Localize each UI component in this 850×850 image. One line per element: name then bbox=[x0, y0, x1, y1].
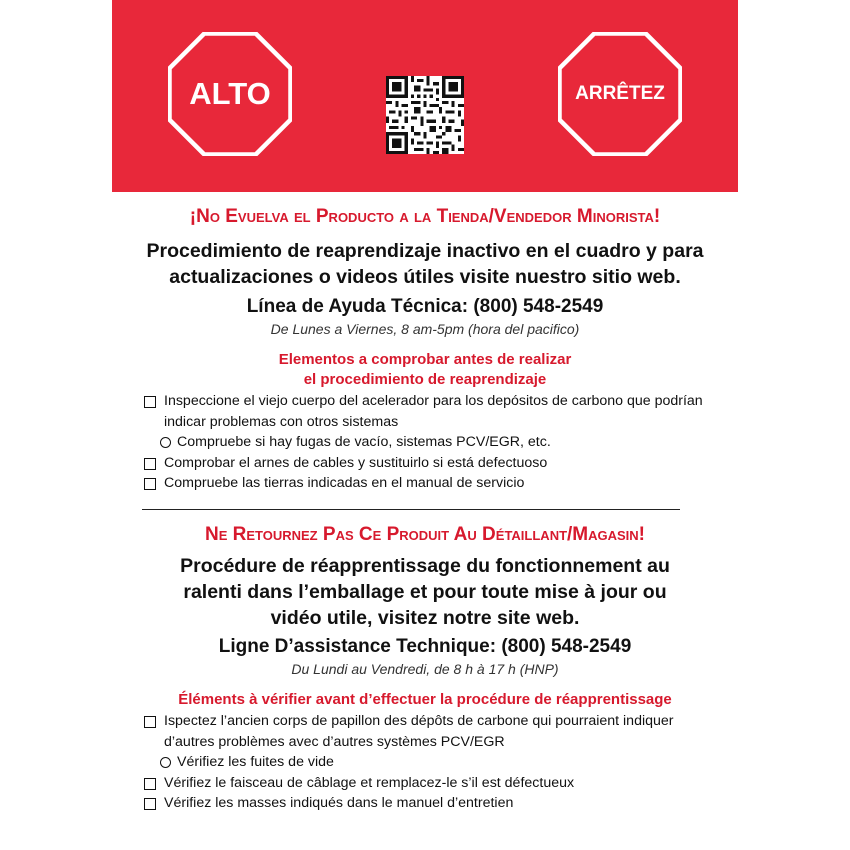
stop-sign-icon bbox=[168, 32, 292, 156]
checklist-item bbox=[142, 473, 722, 494]
french-hours: Du Lundi au Vendredi, de 8 h à 17 h (HNP) bbox=[291, 661, 559, 677]
spanish-checklist bbox=[142, 391, 722, 494]
checkbox-icon bbox=[144, 778, 156, 790]
checklist-subitem bbox=[142, 432, 722, 453]
spanish-checks-title-line: Elementos a comprobar antes de realizar bbox=[278, 351, 572, 368]
french-intro-line: ralenti dans l’emballage et pour toute mise à jour ou bbox=[183, 581, 667, 603]
checklist-item-text: Vérifiez les masses indiqués dans le manuel d’entretien bbox=[164, 795, 514, 811]
french-intro-line: vidéo utile, visitez notre site web. bbox=[270, 607, 580, 629]
checklist-item-text: Compruebe si hay fugas de vacío, sistemas PCV/EGR, etc. bbox=[177, 434, 551, 450]
checkbox-icon bbox=[144, 798, 156, 810]
checkbox-icon bbox=[144, 396, 156, 408]
french-checks-title: Éléments à vérifier avant d’effectuer la procédure de réapprentissage bbox=[178, 691, 672, 708]
french-intro bbox=[112, 553, 738, 631]
checkbox-icon bbox=[144, 478, 156, 490]
checklist-item-text: Vérifiez le faisceau de câblage et remplacez-le s’il est défectueux bbox=[164, 774, 575, 791]
spanish-checks-title bbox=[112, 350, 738, 390]
qr-code-icon bbox=[386, 76, 464, 154]
red-banner bbox=[112, 0, 738, 192]
spanish-hours: De Lunes a Viernes, 8 am-5pm (hora del pacifico) bbox=[270, 321, 580, 337]
spanish-heading: ¡No Evuelva el Producto a la Tienda/Vendedor Minorista! bbox=[189, 206, 661, 227]
section-divider bbox=[142, 509, 680, 510]
checkbox-icon bbox=[144, 716, 156, 728]
checklist-item-text: Ispectez l’ancien corps de papillon des dépôts de carbone qui pourraient indiquer d’autres problèmes avec d’autres systèmes PCV/EGR bbox=[164, 713, 674, 750]
instruction-card bbox=[112, 0, 738, 850]
french-intro-line: Procédure de réapprentissage du fonctionnement au bbox=[180, 555, 670, 577]
checklist-item bbox=[142, 793, 722, 814]
checklist-item-text: Compruebe las tierras indicadas en el manual de servicio bbox=[164, 475, 525, 491]
checklist-item bbox=[142, 711, 722, 752]
checklist-item-text: Inspeccione el viejo cuerpo del acelerador para los depósitos de carbono que podrían indicar problemas con otros sistemas bbox=[164, 393, 703, 430]
checklist-item-text: Comprobar el arnes de cables y sustituirlo si está defectuoso bbox=[164, 454, 548, 471]
spanish-helpline: Línea de Ayuda Técnica: (800) 548-2549 bbox=[246, 296, 604, 317]
spanish-intro-line: Procedimiento de reaprendizaje inactivo en el cuadro y para bbox=[146, 240, 704, 262]
arretez-label: ARRÊTEZ bbox=[575, 83, 665, 104]
checkbox-icon bbox=[144, 458, 156, 470]
circle-bullet-icon bbox=[160, 437, 171, 448]
checklist-item-text: Vérifiez les fuites de vide bbox=[177, 754, 334, 770]
checklist-item bbox=[142, 453, 722, 474]
french-checklist bbox=[142, 711, 722, 814]
checklist-subitem bbox=[142, 752, 722, 773]
french-heading: Ne Retournez Pas Ce Produit Au Détaillant/Magasin! bbox=[204, 524, 646, 545]
checklist-item bbox=[142, 391, 722, 432]
spanish-intro bbox=[112, 238, 738, 290]
stop-sign-icon bbox=[558, 32, 682, 156]
spanish-intro-line: actualizaciones o videos útiles visite nuestro sitio web. bbox=[169, 266, 681, 288]
spanish-checks-title-line: el procedimiento de reaprendizaje bbox=[303, 371, 547, 388]
alto-label: ALTO bbox=[189, 76, 271, 111]
french-helpline: Ligne D’assistance Technique: (800) 548-2549 bbox=[218, 636, 632, 657]
circle-bullet-icon bbox=[160, 757, 171, 768]
checklist-item bbox=[142, 773, 722, 794]
